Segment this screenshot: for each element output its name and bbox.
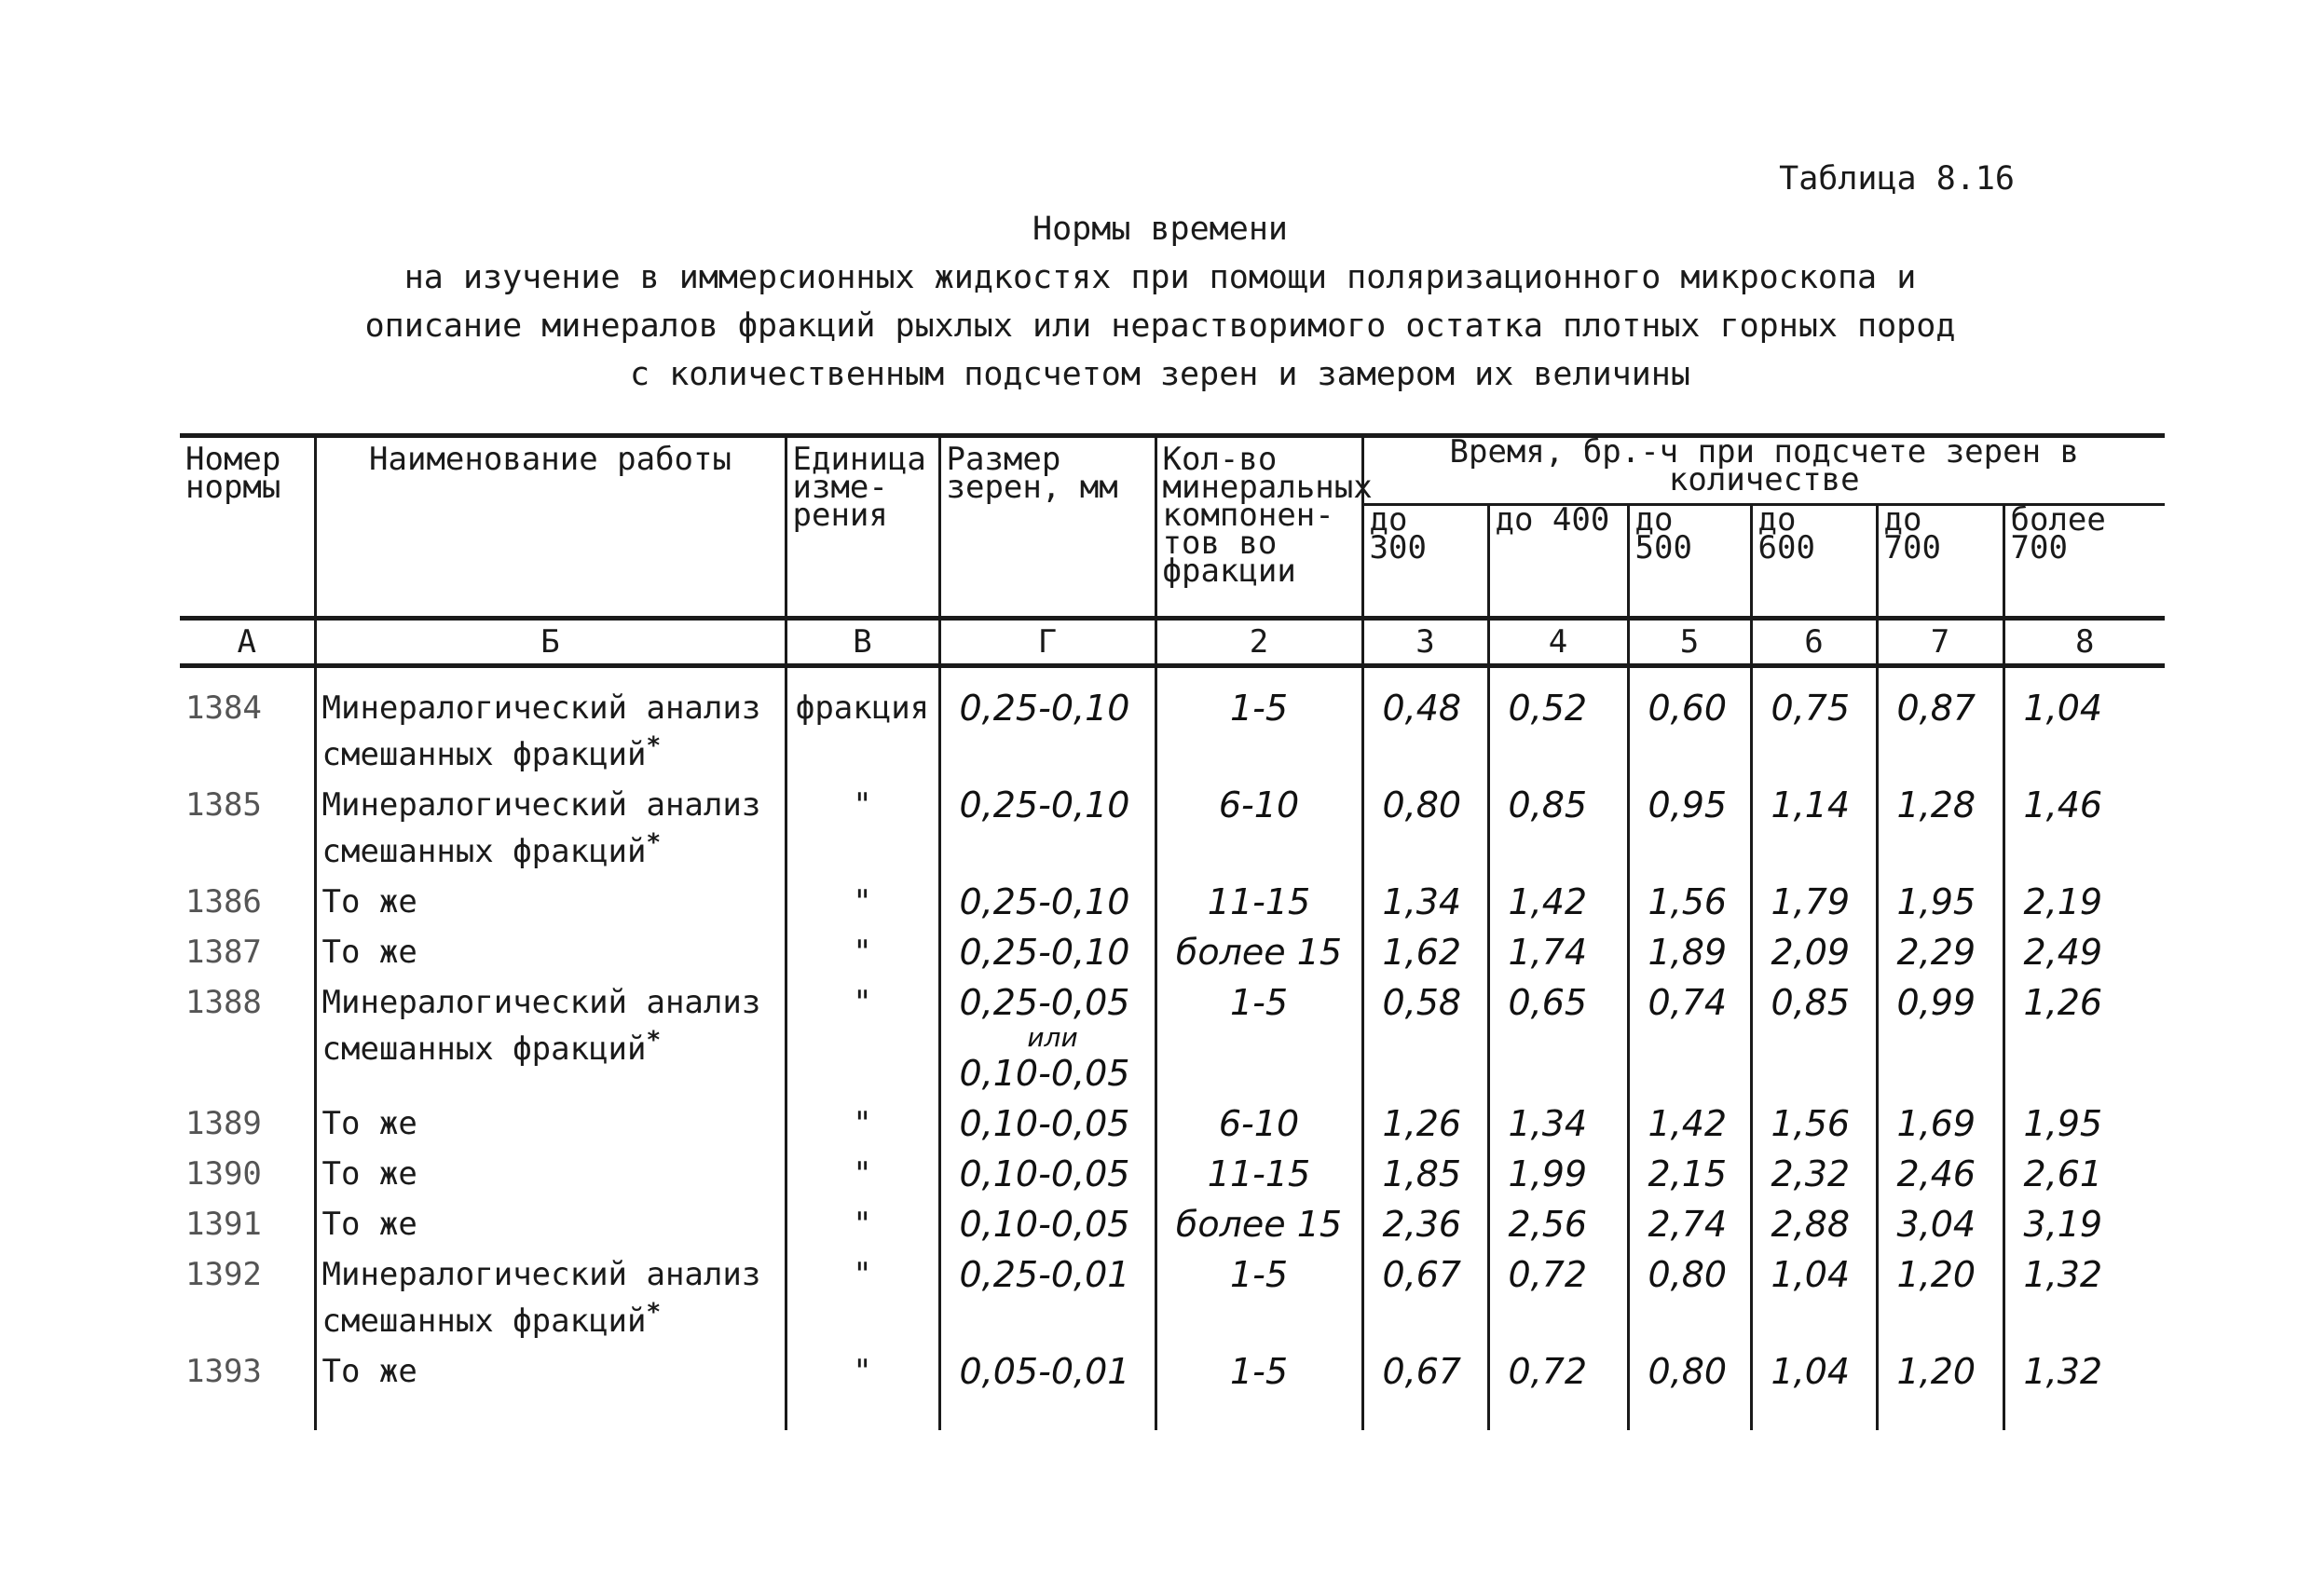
column-number: А	[180, 619, 315, 666]
norm-number-cell: 1386	[180, 877, 315, 927]
work-name-text: Минералогический анализ смешанных фракций	[321, 1256, 761, 1340]
time-value-cell: 0,72	[1488, 1249, 1628, 1346]
column-number: 7	[1877, 619, 2003, 666]
time-value-cell: 1,89	[1628, 927, 1751, 977]
table-row	[180, 927, 2165, 977]
table-row	[180, 1199, 2165, 1249]
time-value-cell: 2,19	[2003, 877, 2165, 927]
header-norm-number: Номер нормы	[180, 436, 315, 619]
time-value-cell: 0,48	[1362, 666, 1488, 781]
time-value-cell: 1,26	[2003, 977, 2165, 1098]
footnote-mark: *	[646, 731, 662, 760]
time-value-cell: 0,67	[1362, 1346, 1488, 1430]
grain-size-cell	[939, 927, 1156, 977]
time-value-cell: 2,15	[1628, 1149, 1751, 1199]
grain-size-value: 0,10-0,05	[959, 1204, 1130, 1245]
norm-number-cell: 1384	[180, 666, 315, 781]
grain-size-value: 0,25-0,01	[959, 1254, 1130, 1295]
table-title	[308, 205, 2013, 399]
time-value-cell: 0,99	[1877, 977, 2003, 1098]
components-count-cell: 11-15	[1156, 877, 1362, 927]
time-value-cell: 2,32	[1751, 1149, 1877, 1199]
unit-cell: "	[786, 1249, 939, 1346]
norm-number-cell: 1385	[180, 780, 315, 877]
header-time-col: до 300	[1362, 505, 1488, 619]
time-value-cell: 1,32	[2003, 1249, 2165, 1346]
time-value-cell: 1,62	[1362, 927, 1488, 977]
header-unit: Единица изме-рения	[786, 436, 939, 619]
norm-number-cell: 1391	[180, 1199, 315, 1249]
time-value-cell: 0,58	[1362, 977, 1488, 1098]
grain-size-value: 0,25-0,10	[959, 784, 1130, 825]
work-name-cell	[315, 780, 786, 877]
time-value-cell: 0,85	[1488, 780, 1628, 877]
time-value-cell: 1,34	[1362, 877, 1488, 927]
unit-cell: "	[786, 877, 939, 927]
time-value-cell: 0,85	[1751, 977, 1877, 1098]
column-number: 3	[1362, 619, 1488, 666]
time-value-cell: 1,34	[1488, 1098, 1628, 1149]
header-time-col: до 700	[1877, 505, 2003, 619]
header-components-count: Кол-во минеральных компонен-тов во фракции	[1156, 436, 1362, 619]
grain-size-cell	[939, 780, 1156, 877]
components-count-cell: более 15	[1156, 927, 1362, 977]
footnote-mark: *	[646, 1026, 662, 1055]
footnote-mark: *	[646, 828, 662, 857]
norm-number-cell: 1390	[180, 1149, 315, 1199]
header-time-col: более 700	[2003, 505, 2165, 619]
unit-cell: "	[786, 1149, 939, 1199]
norm-number-cell: 1393	[180, 1346, 315, 1430]
column-number: 6	[1751, 619, 1877, 666]
time-value-cell: 1,14	[1751, 780, 1877, 877]
components-count-cell: 6-10	[1156, 1098, 1362, 1149]
unit-cell: фракция	[786, 666, 939, 781]
column-number: Г	[939, 619, 1156, 666]
time-value-cell: 0,60	[1628, 666, 1751, 781]
work-name-text: То же	[321, 934, 417, 971]
work-name-cell	[315, 927, 786, 977]
time-value-cell: 2,29	[1877, 927, 2003, 977]
header-time-col: до 500	[1628, 505, 1751, 619]
time-value-cell: 1,95	[2003, 1098, 2165, 1149]
norm-number-cell: 1389	[180, 1098, 315, 1149]
time-value-cell: 2,36	[1362, 1199, 1488, 1249]
time-value-cell: 2,09	[1751, 927, 1877, 977]
time-value-cell: 1,26	[1362, 1098, 1488, 1149]
time-value-cell: 0,67	[1362, 1249, 1488, 1346]
norm-number-cell: 1388	[180, 977, 315, 1098]
time-value-cell: 0,65	[1488, 977, 1628, 1098]
time-value-cell: 3,19	[2003, 1199, 2165, 1249]
time-value-cell: 1,04	[1751, 1249, 1877, 1346]
time-value-cell: 3,04	[1877, 1199, 2003, 1249]
norm-number-cell: 1387	[180, 927, 315, 977]
table-row	[180, 1098, 2165, 1149]
time-value-cell: 0,87	[1877, 666, 2003, 781]
table-row	[180, 877, 2165, 927]
grain-size-cell	[939, 666, 1156, 781]
norm-number-cell: 1392	[180, 1249, 315, 1346]
work-name-text: Минералогический анализ смешанных фракций	[321, 984, 761, 1068]
time-value-cell: 1,74	[1488, 927, 1628, 977]
header-grain-size: Размер зерен, мм	[939, 436, 1156, 619]
components-count-cell: 1-5	[1156, 1346, 1362, 1430]
column-number-row	[180, 619, 2165, 666]
column-number: 8	[2003, 619, 2165, 666]
time-value-cell: 1,99	[1488, 1149, 1628, 1199]
time-value-cell: 0,80	[1628, 1346, 1751, 1430]
time-value-cell: 1,42	[1488, 877, 1628, 927]
column-number: Б	[315, 619, 786, 666]
components-count-cell: 11-15	[1156, 1149, 1362, 1199]
work-name-cell	[315, 1346, 786, 1430]
column-number: 4	[1488, 619, 1628, 666]
title-line: на изучение в иммерсионных жидкостях при помощи поляризационного микроскопа и	[403, 259, 1917, 296]
components-count-cell: 1-5	[1156, 1249, 1362, 1346]
header-time-group: Время, бр.-ч при подсчете зерен в количестве	[1362, 436, 2165, 505]
time-value-cell: 1,20	[1877, 1346, 2003, 1430]
grain-size-cell	[939, 1098, 1156, 1149]
time-value-cell: 1,04	[1751, 1346, 1877, 1430]
time-value-cell: 0,75	[1751, 666, 1877, 781]
work-name-cell	[315, 877, 786, 927]
work-name-text: То же	[321, 1206, 417, 1243]
components-count-cell: более 15	[1156, 1199, 1362, 1249]
work-name-cell	[315, 1249, 786, 1346]
time-norms-table	[180, 433, 2165, 1430]
grain-size-value: 0,25-0,10	[959, 688, 1130, 729]
grain-size-or: или	[1027, 1022, 1078, 1053]
grain-size-cell	[939, 1199, 1156, 1249]
grain-size-alt-value: 0,10-0,05	[959, 1053, 1130, 1094]
unit-cell: "	[786, 1098, 939, 1149]
grain-size-cell	[939, 1346, 1156, 1430]
work-name-text: То же	[321, 883, 417, 921]
time-value-cell: 2,49	[2003, 927, 2165, 977]
time-value-cell: 1,28	[1877, 780, 2003, 877]
grain-size-cell	[939, 877, 1156, 927]
unit-cell: "	[786, 927, 939, 977]
unit-cell: "	[786, 780, 939, 877]
grain-size-value: 0,25-0,05	[959, 982, 1130, 1023]
table-row	[180, 1346, 2165, 1430]
title-line: Нормы времени	[1032, 211, 1288, 248]
title-line: с количественным подсчетом зерен и замером их величины	[630, 356, 1690, 393]
grain-size-value: 0,05-0,01	[959, 1351, 1130, 1392]
table-row	[180, 780, 2165, 877]
table-number-label: Таблица 8.16	[1779, 160, 2015, 198]
work-name-text: То же	[321, 1155, 417, 1193]
work-name-cell	[315, 666, 786, 781]
time-value-cell: 2,88	[1751, 1199, 1877, 1249]
time-value-cell: 0,52	[1488, 666, 1628, 781]
time-value-cell: 2,56	[1488, 1199, 1628, 1249]
time-value-cell: 1,56	[1628, 877, 1751, 927]
footnote-mark: *	[646, 1298, 662, 1327]
time-value-cell: 0,80	[1362, 780, 1488, 877]
table-row	[180, 1149, 2165, 1199]
header-time-col: до 600	[1751, 505, 1877, 619]
grain-size-cell	[939, 1249, 1156, 1346]
column-number: 2	[1156, 619, 1362, 666]
grain-size-value: 0,25-0,10	[959, 881, 1130, 922]
grain-size-value: 0,10-0,05	[959, 1103, 1130, 1144]
work-name-text: Минералогический анализ смешанных фракций	[321, 689, 761, 773]
time-value-cell: 2,61	[2003, 1149, 2165, 1199]
column-number: В	[786, 619, 939, 666]
work-name-text: Минералогический анализ смешанных фракций	[321, 786, 761, 870]
work-name-cell	[315, 1098, 786, 1149]
time-value-cell: 0,74	[1628, 977, 1751, 1098]
table-row	[180, 666, 2165, 781]
work-name-cell	[315, 1199, 786, 1249]
time-value-cell: 1,85	[1362, 1149, 1488, 1199]
time-value-cell: 0,80	[1628, 1249, 1751, 1346]
components-count-cell: 6-10	[1156, 780, 1362, 877]
time-value-cell: 1,32	[2003, 1346, 2165, 1430]
grain-size-cell	[939, 977, 1156, 1098]
table-row	[180, 977, 2165, 1098]
time-value-cell: 1,95	[1877, 877, 2003, 927]
time-value-cell: 0,72	[1488, 1346, 1628, 1430]
work-name-text: То же	[321, 1353, 417, 1390]
table-row	[180, 1249, 2165, 1346]
time-value-cell: 2,46	[1877, 1149, 2003, 1199]
unit-cell: "	[786, 977, 939, 1098]
time-value-cell: 1,69	[1877, 1098, 2003, 1149]
time-value-cell: 2,74	[1628, 1199, 1751, 1249]
table-body	[180, 666, 2165, 1431]
header-work-name: Наименование работы	[315, 436, 786, 619]
time-value-cell: 1,56	[1751, 1098, 1877, 1149]
title-line: описание минералов фракций рыхлых или нерастворимого остатка плотных горных пород	[364, 307, 1956, 345]
work-name-cell	[315, 977, 786, 1098]
work-name-cell	[315, 1149, 786, 1199]
header-time-col: до 400	[1488, 505, 1628, 619]
grain-size-value: 0,25-0,10	[959, 932, 1130, 973]
time-value-cell: 1,42	[1628, 1098, 1751, 1149]
time-value-cell: 1,04	[2003, 666, 2165, 781]
time-value-cell: 1,46	[2003, 780, 2165, 877]
grain-size-cell	[939, 1149, 1156, 1199]
column-number: 5	[1628, 619, 1751, 666]
components-count-cell: 1-5	[1156, 666, 1362, 781]
work-name-text: То же	[321, 1105, 417, 1142]
time-value-cell: 1,79	[1751, 877, 1877, 927]
unit-cell: "	[786, 1199, 939, 1249]
components-count-cell: 1-5	[1156, 977, 1362, 1098]
grain-size-value: 0,10-0,05	[959, 1153, 1130, 1194]
time-value-cell: 1,20	[1877, 1249, 2003, 1346]
unit-cell: "	[786, 1346, 939, 1430]
time-value-cell: 0,95	[1628, 780, 1751, 877]
